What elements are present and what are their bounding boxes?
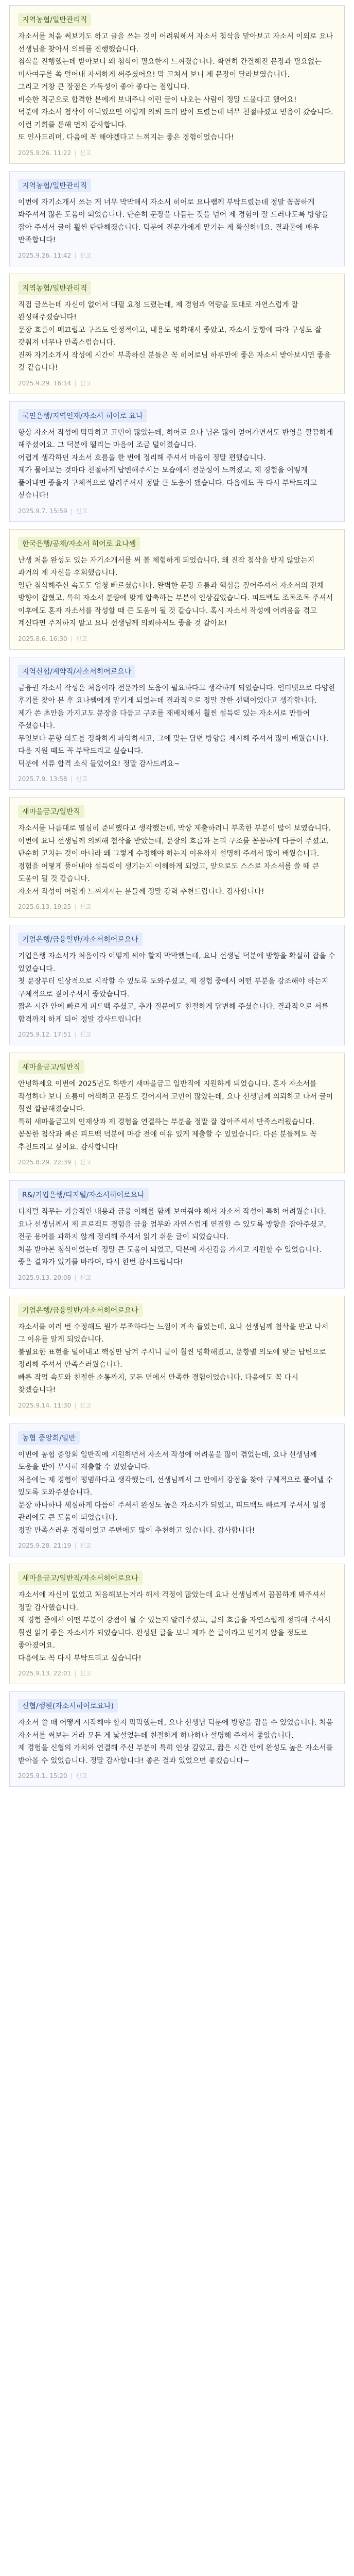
review-category-tag: 기업은행/금융일반/자소서히어로요나 [18, 1303, 143, 1317]
review-card [9, 1053, 345, 1173]
review-body: 이번에 농협 중앙회 일반직에 지원하면서 자소서 작성에 어려움을 많이 겪었는데, 요나 선생님께 도움을 받아 무사히 제출할 수 있었습니다. 처음에는 제 경험이 평범하다고 생각했는데, 선생님께서 그 안에서 강점을 찾아 구체적으로 풀어낼 수 있도록 도와주셨습니다. 문장 하나하나 세심하게 다듬어 주셔서 완성도 높은 자소서가 되었고, 피드백도 빠르게 주셔서 일정 관리에도 큰 도움이 되었습니다. 정말 만족스러운 경험이었고 주변에도 많이 추천하고 있습니다. 감사합니다! [18, 1450, 333, 1535]
review-category-tag: R&/기업은행/디지털/자소서히어로요나 [18, 1188, 149, 1201]
meta-divider: | [74, 149, 77, 157]
review-card [9, 5, 345, 164]
review-meta [18, 774, 336, 783]
meta-divider: | [74, 1542, 77, 1549]
report-link[interactable]: 신고 [79, 149, 92, 157]
review-category-tag: 지역농협/일반관리직 [18, 179, 91, 192]
review-card [9, 171, 345, 266]
review-meta [18, 1669, 336, 1677]
review-body: 안녕하세요 이번에 2025년도 하반기 새마을금고 일반직에 지원하게 되었습니다. 혼자 자소서를 작성하다 보니 흐름이 어색하고 문장도 길어져서 고민이 많았는데, 요나 선생님께 의뢰하고 나서 글이 훨씬 깔끔해졌습니다. 특히 새마을금고의 인재상과 제 경험을 연결하는 부분을 정말 잘 잡아주셔서 만족스러웠습니다. 꼼꼼한 첨삭과 빠른 피드백 덕분에 마감 전에 여유 있게 제출할 수 있었습니다. 다른 분들께도 꼭 추천드리고 싶어요. 감사합니다! [18, 1080, 333, 1151]
review-date: 2025.6.13. 19:25 [18, 903, 72, 910]
review-body: 항상 자소서 작성에 막막하고 고민이 많았는데, 히어로 요나 님은 많이 얻어가면서도 반영을 깔끔하게 해주셨어요. 그 덕분에 떨리는 마음이 조금 덜어졌습니다. 어렵게 생각하던 자소서 흐름을 한 번에 정리해 주셔서 마음이 정말 편했습니다. 제가 물어보는 것마다 친절하게 답변해주시는 모습에서 전문성이 느껴졌고, 제 경험을 어떻게 풀어내면 좋을지 구체적으로 알려주셔서 정말 큰 도움이 됐습니다. 다음에도 꼭 다시 부탁드리고 싶습니다! [18, 428, 333, 500]
review-card [9, 797, 345, 918]
meta-divider: | [70, 635, 73, 642]
report-link[interactable]: 신고 [79, 1031, 92, 1038]
meta-divider: | [74, 1401, 77, 1409]
review-meta [18, 251, 336, 260]
meta-divider: | [74, 379, 77, 387]
report-link[interactable]: 신고 [75, 775, 87, 783]
review-meta [18, 902, 336, 911]
report-link[interactable]: 신고 [79, 251, 92, 259]
review-meta [18, 148, 336, 157]
meta-divider: | [74, 1670, 77, 1677]
meta-divider: | [74, 1159, 77, 1166]
meta-divider: | [70, 507, 73, 515]
review-category-tag: 기업은행/금융일반/자소서히어로요나 [18, 933, 143, 946]
review-category-tag: 농협 중앙회/일반 [18, 1431, 80, 1445]
review-card [9, 529, 345, 650]
report-link[interactable]: 신고 [79, 379, 92, 387]
review-date: 2025.9.13. 22:01 [18, 1670, 72, 1677]
report-link[interactable]: 신고 [79, 1542, 92, 1549]
review-card [9, 1180, 345, 1289]
review-meta [18, 1158, 336, 1166]
review-date: 2025.9.1. 15:20 [18, 1772, 67, 1780]
review-card [9, 657, 345, 790]
review-date: 2025.9.12. 17:51 [18, 1031, 72, 1038]
review-meta [18, 1273, 336, 1282]
review-meta [18, 1030, 336, 1039]
review-date: 2025.7.9. 13:58 [18, 775, 67, 783]
report-link[interactable]: 신고 [79, 1670, 92, 1677]
review-body: 디지털 직무는 기술적인 내용과 금융 이해를 함께 보여줘야 해서 자소서 작성이 특히 어려웠습니다. 요나 선생님께서 제 프로젝트 경험을 금융 업무와 자연스럽게 연결할 수 있도록 방향을 잡아주셨고, 전문 용어를 과하지 않게 정리해 주셔서 읽기 쉬운 글이 되었습니다. 처음 받아본 첨삭이었는데 정말 큰 도움이 되었고, 덕분에 자신감을 가지고 지원할 수 있었습니다. 좋은 결과가 있기를 바라며, 다시 한번 감사드립니다! [18, 1208, 326, 1266]
review-body: 난생 처음 완성도 있는 자기소개서를 써 볼 체험하게 되었습니다. 왜 진작 첨삭을 받지 않았는지 과거의 제 자신을 후회했습니다. 일단 첨삭해주신 속도도 엄청 빠르셨습니다. 완벽한 문장 흐름과 핵심을 짚어주셔서 자소서의 전체 방향이 잡혔고, 특히 자소서 분량에 맞게 압축하는 부분이 인상깊었습니다. 피드백도 조목조목 주셔서 이후에도 혼자 자소서를 작성할 때 큰 도움이 될 것 같습니다. 혹시 자소서 작성에 어려움을 겪고 계신다면 주저하지 말고 요나 선생님께 의뢰하셔도 좋을 것 같아요! [18, 556, 333, 628]
review-category-tag: 지역농협/일반관리직 [18, 281, 91, 295]
review-date: 2025.9.14. 11:30 [18, 1401, 72, 1409]
review-card [9, 1564, 345, 1684]
report-link[interactable]: 신고 [75, 507, 87, 515]
report-link[interactable]: 신고 [75, 1772, 87, 1780]
review-date: 2025.9.26. 11:22 [18, 149, 72, 157]
review-body: 이번에 자기소개서 쓰는 게 너무 막막해서 자소서 히어로 요나쌤께 부탁드렸는데 정말 꼼꼼하게 봐주셔서 많은 도움이 되었습니다. 단순히 문장을 다듬는 것을 넘어 제 경험이 잘 드러나도록 방향을 잡아 주셔서 글이 훨씬 탄탄해졌습니다. 덕분에 전문가에게 맡기는 게 확실하네요. 결과물에 매우 만족합니다! [18, 198, 331, 244]
review-category-tag: 지역신협/계약직/자소서히어로요나 [18, 665, 135, 678]
review-card [9, 1691, 345, 1787]
review-card [9, 1423, 345, 1557]
meta-divider: | [70, 775, 73, 783]
review-meta [18, 634, 336, 643]
review-body: 자소서를 나름대로 열심히 준비했다고 생각했는데, 막상 제출하려니 부족한 부분이 많이 보였습니다. 이번에 요나 선생님께 의뢰해 첨삭을 받았는데, 문장의 흐름과 논리 구조를 꼼꼼하게 다듬어 주셨고, 단순히 고치는 것이 아니라 왜 그렇게 수정해야 하는지 이유까지 설명해 주셔서 많이 배웠습니다. 경험을 어떻게 풀어내야 설득력이 생기는지 이해하게 되었고, 앞으로도 스스로 자소서를 쓸 때 큰 도움이 될 것 같습니다. 자소서 작성이 어렵게 느껴지시는 분들께 정말 강력 추천드립니다. 감사합니다! [18, 824, 331, 896]
meta-divider: | [74, 1031, 77, 1038]
review-category-tag: 새마을금고/일반직/자소서히어로요나 [18, 1571, 143, 1585]
review-date: 2025.9.29. 16:14 [18, 379, 72, 387]
meta-divider: | [74, 251, 77, 259]
review-category-tag: 한국은행/공채/자소서 히어로 요나쌤 [18, 537, 140, 550]
report-link[interactable]: 신고 [79, 903, 92, 910]
review-category-tag: 새마을금고/일반직 [18, 1060, 84, 1074]
review-body: 자소서 쓸 때 어떻게 시작해야 할지 막막했는데, 요나 선생님 덕분에 방향을 잡을 수 있었습니다. 처음 자소서를 써보는 거라 모든 게 낯설었는데 친절하게 하나하나 설명해 주셔서 좋았습니다. 제 경험을 신협의 가치와 연결해 주신 부분이 특히 인상 깊었고, 짧은 시간 안에 완성도 높은 자소서를 받아볼 수 있었습니다. 정말 감사합니다! 좋은 결과 있었으면 좋겠습니다~ [18, 1719, 333, 1765]
report-link[interactable]: 신고 [79, 1274, 92, 1281]
review-body: 자소서에 자신이 없었고 처음해보는거라 해서 걱정이 많았는데 요나 선생님께서 꼼꼼하게 봐주셔서 정말 감사했습니다. 제 경험 중에서 어떤 부분이 강점이 될 수 있는지 알려주셨고, 글의 흐름을 자연스럽게 정리해 주셔서 훨씬 읽기 좋은 자소서가 되었습니다. 완성된 글을 보니 제가 쓴 글이라고 믿기지 않을 정도로 좋아졌어요. 다음에도 꼭 다시 부탁드리고 싶습니다! [18, 1591, 331, 1663]
review-meta [18, 1771, 336, 1780]
review-card [9, 401, 345, 522]
review-category-tag: 신협/행원(자소서히어로요나) [18, 1699, 118, 1713]
meta-divider: | [74, 1274, 77, 1281]
review-date: 2025.8.29. 22:39 [18, 1159, 72, 1166]
review-meta [18, 1541, 336, 1550]
review-meta [18, 506, 336, 515]
review-card [9, 925, 345, 1045]
review-date: 2025.8.6. 16:30 [18, 635, 67, 642]
review-body: 직접 글쓰는데 자신이 없어서 대필 요청 드렸는데, 제 경험과 역량을 토대로 자연스럽게 잘 완성해주셨습니다! 문장 흐름이 매끄럽고 구조도 안정적이고, 내용도 명확해서 좋았고, 자소서 문항에 따라 구성도 잘 갖춰져 너무나 만족스럽습니다. 진짜 자기소개서 작성에 시간이 부족하신 분들은 꼭 히어로님 하루만에 좋은 자소서 받아보시면 좋을 것 같습니다! [18, 300, 331, 372]
review-card [9, 274, 345, 394]
review-category-tag: 지역농협/일반관리직 [18, 13, 91, 26]
report-link[interactable]: 신고 [79, 1401, 92, 1409]
review-body: 자소서를 처음 써보기도 하고 글을 쓰는 것이 어려워해서 자소서 첨삭을 맡아보고 자소서 이외로 요나 선생님을 찾아서 의뢰를 진행했습니다. 첨삭을 진행했는데 받아보니 왜 첨삭이 필요한지 느껴졌습니다. 확연히 간결해진 문장과 필요없는 미사여구를 쏙 덜어내 자세하게 써주셨어요! 막 고쳐서 보니 제 문장이 달라보였습니다. 그리고 거창 큰 장점은 가독성이 좋아 좋다는 점입니다. 비슷한 직군으로 합격한 분에게 보내주니 이런 글이 나오는 사람이 정말 드물다고 했어요! 덕분에 자소서 첨삭이 아니었으면 이렇게 의뢰 드려 많이 드렸는데 너무 친절하셨고 믿음이 갔습니다. 이런 기회를 통해 먼저 감사합니다. 또 인사드리며, 다음에 꼭 해야겠다고 느껴지는 좋은 경험이었습니다! [18, 32, 333, 142]
review-body: 기업은행 자소서가 처음이라 어떻게 써야 할지 막막했는데, 요나 선생님 덕분에 방향을 확실히 잡을 수 있었습니다. 첫 문장부터 인상적으로 시작할 수 있도록 도와주셨고, 제 경험 중에서 어떤 부분을 강조해야 하는지 구체적으로 짚어주셔서 좋았습니다. 짧은 시간 안에 빠르게 피드백 주셨고, 추가 질문에도 친절하게 답변해 주셨습니다. 결과적으로 서류 합격까지 하게 되어 정말 감사드립니다! [18, 952, 335, 1024]
review-body: 금융권 자소서 작성은 처음이라 전문가의 도움이 필요하다고 생각하게 되었습니다. 인터넷으로 다양한 후기를 찾아 본 후 요나쌤에게 맡기게 되었는데 결과적으로 정말 잘한 선택이었다고 생각합니다. 제가 쓴 초안을 가지고도 문장을 다듬고 구조를 재배치해서 훨씬 설득력 있는 자소서로 만들어 주셨습니다. 무엇보다 문항 의도를 정확하게 파악하시고, 그에 맞는 답변 방향을 제시해 주셔서 많이 배웠습니다. 다음 지원 때도 꼭 부탁드리고 싶습니다. 덕분에 서류 합격 소식 들었어요! 정말 감사드려요~ [18, 684, 335, 768]
review-card [9, 1296, 345, 1416]
review-body: 자소서를 여러 번 수정해도 뭔가 부족하다는 느낌이 계속 들었는데, 요나 선생님께 첨삭을 받고 나서 그 이유를 알게 되었습니다. 불필요한 표현을 덜어내고 핵심만 남겨 주시니 글이 훨씬 명확해졌고, 문항별 의도에 맞는 답변으로 정리해 주셔서 만족스러웠습니다. 빠른 작업 속도와 친절한 소통까지, 모든 면에서 만족한 경험이었습니다. 다음에도 꼭 다시 찾겠습니다! [18, 1323, 329, 1394]
review-meta [18, 379, 336, 387]
report-link[interactable]: 신고 [79, 1159, 92, 1166]
review-date: 2025.9.28. 21:19 [18, 1542, 72, 1549]
review-date: 2025.9.26. 11:42 [18, 251, 72, 259]
review-meta [18, 1401, 336, 1410]
meta-divider: | [70, 1772, 73, 1780]
review-date: 2025.9.7. 15:59 [18, 507, 67, 515]
review-date: 2025.9.13. 20:08 [18, 1274, 72, 1281]
report-link[interactable]: 신고 [75, 635, 87, 642]
review-category-tag: 국민은행/지역인재/자소서 히어로 요나 [18, 409, 147, 422]
review-category-tag: 새마을금고/일반직 [18, 805, 84, 818]
meta-divider: | [74, 903, 77, 910]
